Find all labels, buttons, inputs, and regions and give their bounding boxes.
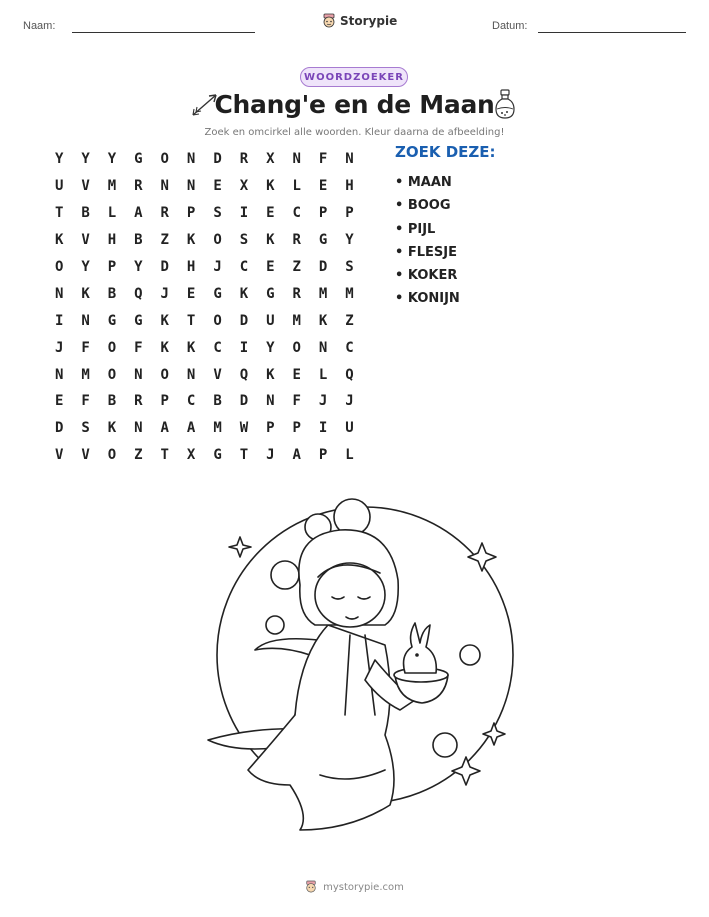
date-label: Datum: [492,20,528,32]
grid-cell[interactable]: J [54,339,64,356]
grid-cell[interactable]: R [292,232,301,249]
grid-cell[interactable]: A [134,205,143,222]
grid-cell[interactable]: S [345,259,354,275]
grid-cell[interactable]: N [160,178,169,195]
grid-cell[interactable]: B [81,205,90,222]
grid-cell[interactable]: K [160,312,169,329]
coloring-illustration [200,485,520,845]
grid-cell[interactable]: Q [239,366,249,383]
grid-cell[interactable]: X [266,151,275,168]
grid-cell[interactable]: G [213,285,222,302]
grid-cell[interactable]: N [345,151,354,168]
storypie-mascot-icon [322,13,336,29]
grid-cell[interactable]: K [318,312,328,329]
grid-cell[interactable]: J [266,447,275,464]
grid-cell[interactable]: I [54,312,64,329]
grid-cell[interactable]: O [107,366,117,383]
grid-cell[interactable]: D [213,151,222,168]
grid-cell[interactable]: A [160,420,169,437]
grid-cell[interactable]: O [160,366,169,383]
grid-cell[interactable]: R [160,205,169,222]
word-item: • BOOG [395,198,451,214]
grid-cell[interactable]: J [213,259,222,275]
grid-cell[interactable]: H [186,259,196,275]
grid-cell[interactable]: C [239,259,249,275]
grid-cell[interactable]: Y [107,151,117,168]
grid-cell[interactable]: F [318,151,328,168]
word-list-title: ZOEK DEZE: [395,143,496,161]
grid-cell[interactable]: V [81,178,90,195]
grid-cell[interactable]: U [266,312,275,329]
grid-cell[interactable]: N [186,178,196,195]
grid-cell[interactable]: R [134,393,143,410]
grid-cell[interactable]: B [107,285,117,302]
grid-cell[interactable]: L [107,205,117,222]
grid-cell[interactable]: Y [134,259,143,275]
grid-cell[interactable]: T [160,447,169,464]
grid-cell[interactable]: E [54,393,64,410]
grid-cell[interactable]: K [266,178,275,195]
grid-cell[interactable]: M [345,285,354,302]
grid-cell[interactable]: O [107,447,117,464]
grid-cell[interactable]: S [81,420,90,437]
grid-cell[interactable]: C [213,339,222,356]
grid-cell[interactable]: J [345,393,354,410]
grid-cell[interactable]: L [292,178,301,195]
word-item: • KOKER [395,268,458,284]
grid-cell[interactable]: D [239,312,249,329]
grid-cell[interactable]: G [134,312,143,329]
grid-cell[interactable]: N [292,151,301,168]
grid-cell[interactable]: L [318,366,328,383]
grid-cell[interactable]: F [292,393,301,410]
grid-cell[interactable]: K [160,339,169,356]
grid-cell[interactable]: R [239,151,249,168]
grid-cell[interactable]: O [213,312,222,329]
grid-cell[interactable]: G [134,151,143,168]
grid-cell[interactable]: K [186,339,196,356]
grid-cell[interactable]: Y [345,232,354,249]
grid-cell[interactable]: K [54,232,64,249]
grid-cell[interactable]: C [345,339,354,356]
grid-cell[interactable]: O [160,151,169,168]
grid-cell[interactable]: P [292,420,301,437]
grid-cell[interactable]: G [266,285,275,302]
grid-cell[interactable]: N [134,420,143,437]
grid-cell[interactable]: L [345,447,354,464]
grid-cell[interactable]: V [54,447,64,464]
grid-cell[interactable]: O [107,339,117,356]
grid-cell[interactable]: C [186,393,196,410]
grid-cell[interactable]: E [266,259,275,275]
grid-cell[interactable]: Z [292,259,301,275]
grid-cell[interactable]: Y [54,151,64,168]
grid-cell[interactable]: K [266,366,275,383]
footer [0,880,709,894]
grid-cell[interactable]: Z [160,232,169,249]
grid-cell[interactable]: D [54,420,64,437]
grid-cell[interactable]: Z [134,447,143,464]
grid-cell[interactable]: M [292,312,301,329]
grid-cell[interactable]: U [54,178,64,195]
grid-cell[interactable]: N [318,339,328,356]
grid-cell[interactable]: B [107,393,117,410]
grid-cell[interactable]: I [239,205,249,222]
grid-cell[interactable]: J [318,393,328,410]
grid-cell[interactable]: P [160,393,169,410]
face [315,563,385,627]
category-badge: WOORDZOEKER [300,67,408,87]
date-line[interactable] [538,32,686,33]
grid-cell[interactable]: G [213,447,222,464]
grid-cell[interactable]: N [266,393,275,410]
grid-cell[interactable]: H [345,178,354,195]
grid-cell[interactable]: P [107,259,117,275]
grid-cell[interactable]: K [81,285,90,302]
grid-cell[interactable]: Z [345,312,354,329]
grid-cell[interactable]: Y [81,259,90,275]
storypie-mascot-icon [305,880,317,894]
grid-cell[interactable]: G [318,232,328,249]
grid-cell[interactable]: B [134,232,143,249]
grid-cell[interactable]: Y [266,339,275,356]
footer-url[interactable]: mystorypie.com [323,881,404,893]
grid-cell[interactable]: K [186,232,196,249]
grid-cell[interactable]: G [107,312,117,329]
grid-cell[interactable]: X [186,447,196,464]
grid-cell[interactable]: K [239,285,249,302]
grid-cell[interactable]: X [239,178,249,195]
sparkle [229,537,251,557]
word-item: • KONIJN [395,291,460,307]
grid-cell[interactable]: F [81,339,90,356]
brand-logo [322,13,397,29]
grid-cell[interactable]: E [186,285,196,302]
grid-cell[interactable]: W [239,420,249,437]
grid-cell[interactable]: E [266,205,275,222]
letter-grid[interactable] [46,146,363,469]
word-item: • MAAN [395,175,452,190]
grid-cell[interactable]: E [292,366,301,383]
grid-cell[interactable]: Y [81,151,90,168]
grid-cell[interactable]: B [213,393,222,410]
name-line[interactable] [72,32,255,33]
grid-cell[interactable]: F [134,339,143,356]
grid-cell[interactable]: O [54,259,64,275]
grid-cell[interactable]: N [186,151,196,168]
grid-cell[interactable]: H [107,232,117,249]
grid-cell[interactable]: N [81,312,90,329]
grid-cell[interactable]: I [318,420,328,437]
grid-cell[interactable]: R [134,178,143,195]
grid-cell[interactable]: T [239,447,249,464]
grid-cell[interactable]: Q [134,285,143,302]
word-item: • PIJL [395,221,436,237]
grid-cell[interactable]: E [318,178,328,195]
instructions: Zoek en omcirkel alle woorden. Kleur daarna de afbeelding! [204,127,505,138]
grid-cell[interactable]: R [292,285,301,302]
grid-cell[interactable]: N [54,366,64,383]
grid-cell[interactable]: T [54,205,64,222]
grid-cell[interactable]: F [81,393,90,410]
grid-cell[interactable]: S [213,205,222,222]
grid-cell[interactable]: N [54,285,64,302]
brand-name: Storypie [340,14,398,28]
page-title: Chang'e en de Maan [214,90,495,119]
grid-cell[interactable]: C [292,205,301,222]
grid-cell[interactable]: A [292,447,301,464]
potion-bottle-icon [494,88,516,120]
grid-cell[interactable]: P [186,205,196,222]
grid-cell[interactable]: N [134,366,143,383]
grid-cell[interactable]: T [186,312,196,329]
grid-cell[interactable]: D [160,259,169,275]
grid-cell[interactable]: V [81,447,90,464]
grid-cell[interactable]: P [345,205,354,222]
grid-cell[interactable]: O [213,232,222,249]
grid-cell[interactable]: K [266,232,275,249]
word-item: • FLESJE [395,244,457,260]
grid-cell[interactable]: M [318,285,328,302]
grid-cell[interactable]: D [239,393,249,410]
grid-cell[interactable]: P [266,420,275,437]
grid-cell[interactable]: Q [345,366,354,383]
word-list [395,143,496,311]
grid-cell[interactable]: O [292,339,301,356]
grid-cell[interactable]: M [213,420,222,437]
grid-cell[interactable]: V [81,232,90,249]
grid-cell[interactable]: N [186,366,196,383]
grid-cell[interactable]: A [186,420,196,437]
grid-cell[interactable]: U [345,420,354,437]
grid-cell[interactable]: I [239,339,249,356]
grid-cell[interactable]: S [239,232,249,249]
grid-cell[interactable]: M [107,178,117,195]
grid-cell[interactable]: E [213,178,222,195]
grid-cell[interactable]: D [318,259,328,275]
grid-cell[interactable]: K [107,420,117,437]
name-label: Naam: [23,20,56,32]
grid-cell[interactable]: M [81,366,90,383]
grid-cell[interactable]: V [213,366,222,383]
grid-cell[interactable]: P [318,447,328,464]
grid-cell[interactable]: P [318,205,328,222]
grid-cell[interactable]: J [160,285,169,302]
